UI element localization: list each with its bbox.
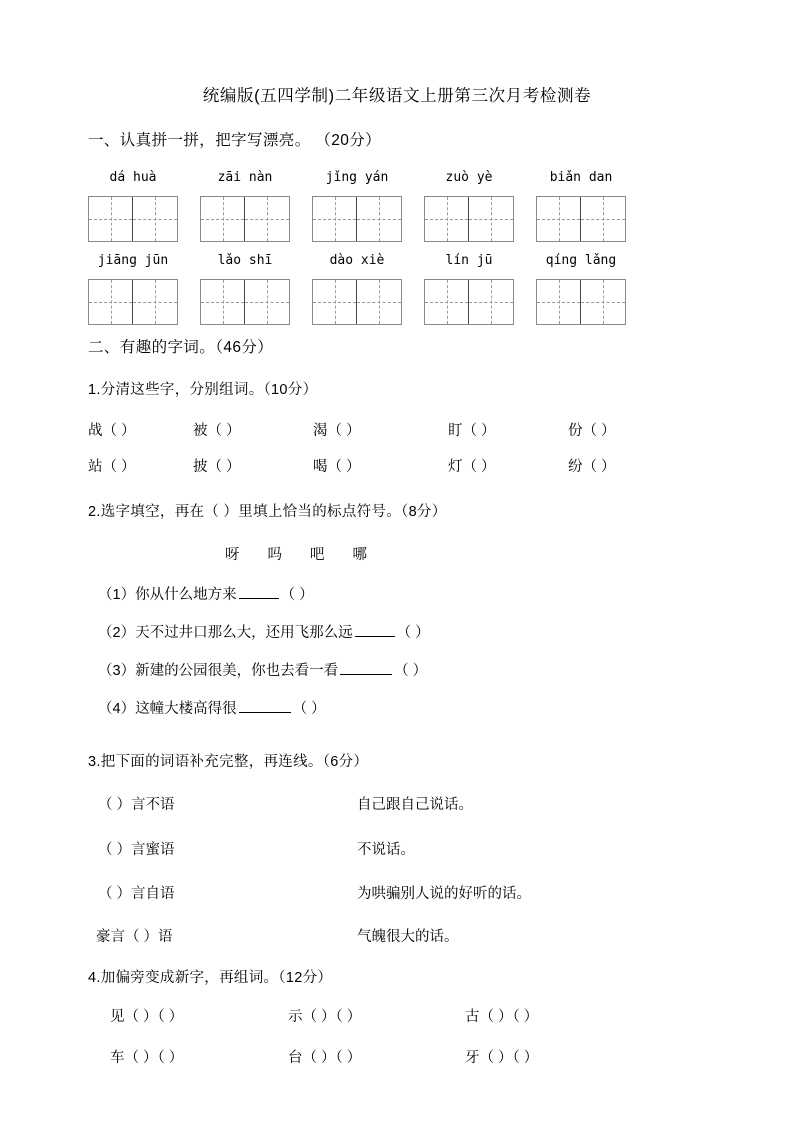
question-2-1-heading: 1.分清这些字，分别组词。（10分） — [88, 382, 318, 398]
match-left-item[interactable]: （ ）言蜜语 — [98, 842, 175, 858]
charpair-item[interactable]: 站（ ） — [88, 459, 136, 475]
pinyin-row-2 — [88, 253, 708, 275]
pinyin-label: dá huà — [109, 170, 157, 185]
pinyin-label: zāi nàn — [217, 170, 273, 185]
fill-blank-item-3 — [98, 659, 427, 680]
punctuation-paren[interactable]: （ ） — [292, 701, 326, 717]
grid-cell — [201, 197, 245, 241]
fill-blank-item-2 — [98, 621, 430, 642]
punctuation-paren[interactable]: （ ） — [396, 625, 430, 641]
radical-row-1 — [110, 1005, 710, 1029]
section-1-heading: 一、认真拼一拼，把字写漂亮。 （20分） — [88, 132, 382, 149]
radical-item[interactable]: 车（ ）（ ） — [110, 1050, 184, 1066]
item-text: 新建的公园很美，你也去看一看 — [135, 663, 339, 679]
grid-cell — [537, 280, 581, 324]
writing-grid-box[interactable] — [200, 279, 290, 325]
writing-grid-box[interactable] — [424, 196, 514, 242]
charpair-item[interactable]: 披（ ） — [193, 459, 241, 475]
charpair-item[interactable]: 盯（ ） — [448, 423, 496, 439]
grid-cell — [581, 280, 625, 324]
punctuation-paren[interactable]: （ ） — [280, 587, 314, 603]
item-number: （1） — [98, 587, 136, 603]
match-right-item[interactable]: 气魄很大的话。 — [357, 929, 459, 945]
grid-cell — [469, 197, 513, 241]
charpair-item[interactable]: 灯（ ） — [448, 459, 496, 475]
charpair-item[interactable]: 渴（ ） — [313, 423, 361, 439]
charpair-item[interactable]: 份（ ） — [568, 423, 616, 439]
word-bank-option[interactable]: 呀 — [225, 547, 240, 563]
pinyin-label: biǎn dan — [549, 170, 613, 185]
writing-grid-box[interactable] — [536, 196, 626, 242]
pinyin-label: lǎo shī — [217, 253, 273, 268]
pinyin-label: zuò yè — [445, 170, 493, 185]
question-2-3-heading: 3.把下面的词语补充完整，再连线。（6分） — [88, 754, 369, 770]
grid-cell — [469, 280, 513, 324]
grid-cell — [245, 197, 289, 241]
charpair-item[interactable]: 被（ ） — [193, 423, 241, 439]
item-number: （2） — [98, 625, 136, 641]
grid-cell — [313, 197, 357, 241]
radical-item[interactable]: 牙（ ）（ ） — [465, 1050, 539, 1066]
grid-cell — [133, 197, 177, 241]
item-text: 你从什么地方来 — [135, 587, 237, 603]
fill-blank-item-1 — [98, 583, 314, 604]
pinyin-label: lín jū — [445, 253, 493, 268]
pinyin-label: dào xiè — [329, 253, 385, 268]
charpair-row-1 — [88, 419, 708, 443]
match-left-item[interactable]: 豪言（ ）语 — [96, 929, 173, 945]
question-2-2-heading: 2.选字填空，再在（ ）里填上恰当的标点符号。（8分） — [88, 504, 447, 520]
fill-blank-item-4 — [98, 697, 326, 718]
grid-cell — [89, 280, 133, 324]
grid-cell — [425, 280, 469, 324]
writing-grid-box[interactable] — [88, 279, 178, 325]
grid-cell — [201, 280, 245, 324]
grid-cell — [89, 197, 133, 241]
grid-cell — [425, 197, 469, 241]
grid-cell — [313, 280, 357, 324]
writing-grid-box[interactable] — [312, 196, 402, 242]
item-number: （4） — [98, 701, 136, 717]
grid-cell — [537, 197, 581, 241]
radical-row-2 — [110, 1046, 710, 1070]
match-right-item[interactable]: 自己跟自己说话。 — [357, 797, 473, 813]
writing-grid-box[interactable] — [312, 279, 402, 325]
word-bank-option[interactable]: 吧 — [310, 547, 325, 563]
item-text: 这幢大楼高得很 — [135, 701, 237, 717]
word-bank — [225, 543, 367, 564]
radical-item[interactable]: 见（ ）（ ） — [110, 1009, 184, 1025]
pinyin-label: jiāng jūn — [97, 253, 169, 268]
answer-blank[interactable] — [355, 622, 395, 637]
writing-grid-box[interactable] — [424, 279, 514, 325]
grid-cell — [581, 197, 625, 241]
grid-cell — [133, 280, 177, 324]
answer-blank[interactable] — [239, 584, 279, 599]
punctuation-paren[interactable]: （ ） — [394, 663, 428, 679]
writing-grid-box[interactable] — [536, 279, 626, 325]
writing-grid-row-2 — [88, 279, 708, 325]
charpair-item[interactable]: 纷（ ） — [568, 459, 616, 475]
word-bank-option[interactable]: 吗 — [267, 547, 282, 563]
charpair-item[interactable]: 喝（ ） — [313, 459, 361, 475]
writing-grid-box[interactable] — [88, 196, 178, 242]
word-bank-option[interactable]: 哪 — [352, 547, 367, 563]
item-number: （3） — [98, 663, 136, 679]
item-text: 天不过井口那么大，还用飞那么远 — [135, 625, 353, 641]
pinyin-row-1 — [88, 170, 708, 192]
answer-blank[interactable] — [239, 698, 291, 713]
writing-grid-box[interactable] — [200, 196, 290, 242]
radical-item[interactable]: 台（ ）（ ） — [288, 1050, 362, 1066]
pinyin-label: jǐng yán — [325, 170, 389, 185]
page-title: 统编版(五四学制)二年级语文上册第三次月考检测卷 — [202, 87, 592, 105]
match-right-item[interactable]: 不说话。 — [357, 842, 415, 858]
match-right-item[interactable]: 为哄骗别人说的好听的话。 — [357, 886, 531, 902]
grid-cell — [357, 197, 401, 241]
section-2-heading: 二、有趣的字词。（46分） — [88, 339, 274, 356]
match-left-item[interactable]: （ ）言不语 — [98, 797, 175, 813]
radical-item[interactable]: 示（ ）（ ） — [288, 1009, 362, 1025]
match-left-item[interactable]: （ ）言自语 — [98, 886, 175, 902]
pinyin-label: qíng lǎng — [545, 253, 617, 268]
grid-cell — [357, 280, 401, 324]
charpair-row-2 — [88, 455, 708, 479]
writing-grid-row-1 — [88, 196, 708, 242]
grid-cell — [245, 280, 289, 324]
radical-item[interactable]: 古（ ）（ ） — [465, 1009, 539, 1025]
answer-blank[interactable] — [340, 660, 392, 675]
charpair-item[interactable]: 战（ ） — [88, 423, 136, 439]
question-2-4-heading: 4.加偏旁变成新字，再组词。（12分） — [88, 970, 333, 986]
